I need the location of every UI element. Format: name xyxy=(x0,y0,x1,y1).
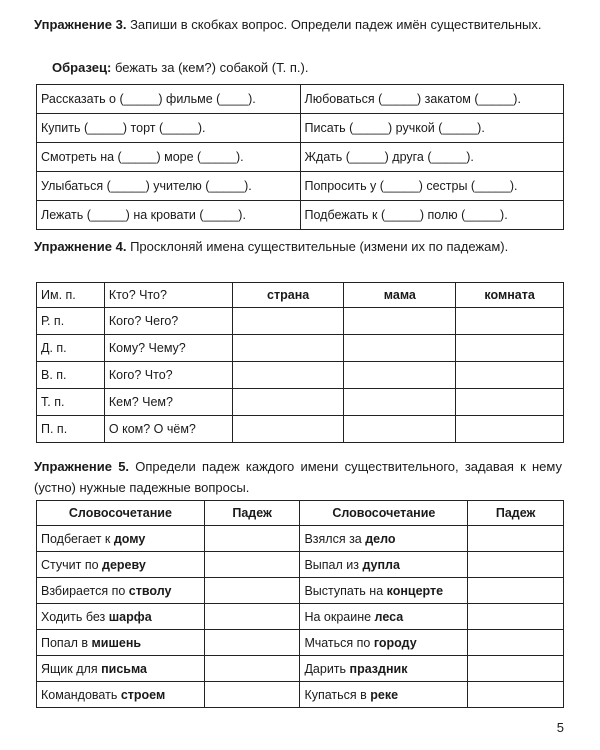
exercise-4-header-row xyxy=(37,283,564,308)
phrase-text: Выступать на xyxy=(304,583,387,598)
exercise-5-row xyxy=(37,682,564,708)
target-noun: леса xyxy=(374,609,404,624)
exercise-5-table xyxy=(36,500,564,708)
exercise-3-cell: Купить (_____) торт (_____). xyxy=(37,114,301,143)
phrase-text: Стучит по xyxy=(41,557,103,572)
sample-label: Образец: xyxy=(52,60,112,75)
case-label: В. п. xyxy=(37,362,105,389)
case-label: Д. п. xyxy=(37,335,105,362)
answer-cell xyxy=(232,335,344,362)
case-answer-cell xyxy=(204,656,300,682)
answer-cell xyxy=(232,308,344,335)
case-question: Кому? Чему? xyxy=(104,335,232,362)
exercise-3-title: Упражнение 3. xyxy=(34,17,127,32)
exercise-3-row xyxy=(37,201,564,230)
phrase-text: На окраине xyxy=(304,609,375,624)
exercise-3-text: Запиши в скобках вопрос. Определи падеж имён существительных. xyxy=(130,17,542,32)
exercise-3-cell: Рассказать о (_____) фильме (____). xyxy=(37,85,301,114)
exercise-5-title: Упражнение 5. xyxy=(34,459,130,474)
answer-cell xyxy=(456,308,564,335)
answer-cell xyxy=(344,362,456,389)
phrase-cell xyxy=(37,578,205,604)
case-answer-cell xyxy=(468,552,564,578)
case-label: Р. п. xyxy=(37,308,105,335)
exercise-3-row xyxy=(37,172,564,201)
phrase-cell xyxy=(300,552,468,578)
header-case-1: Падеж xyxy=(204,501,300,526)
phrase-cell xyxy=(37,604,205,630)
case-answer-cell xyxy=(468,578,564,604)
answer-cell xyxy=(232,389,344,416)
exercise-4-title: Упражнение 4. xyxy=(34,239,127,254)
phrase-text: Попал в xyxy=(41,635,92,650)
phrase-cell xyxy=(37,630,205,656)
target-noun: шарфа xyxy=(108,609,152,624)
exercise-3-cell: Смотреть на (_____) море (_____). xyxy=(37,143,301,172)
case-label: Т. п. xyxy=(37,389,105,416)
target-noun: дереву xyxy=(102,557,146,572)
case-answer-cell xyxy=(468,682,564,708)
exercise-5-text: Определи падеж каждого имени существительного, задавая к нему (устно) нужные падежные вопросы. xyxy=(34,459,562,495)
case-question: Кого? Чего? xyxy=(104,308,232,335)
exercise-3-row xyxy=(37,143,564,172)
page-number: 5 xyxy=(556,720,564,735)
case-answer-cell xyxy=(204,578,300,604)
target-noun: дупла xyxy=(362,557,400,572)
phrase-cell xyxy=(300,682,468,708)
target-noun: дело xyxy=(365,531,396,546)
case-label: П. п. xyxy=(37,416,105,443)
target-noun: строем xyxy=(120,687,166,702)
exercise-3-cell: Любоваться (_____) закатом (_____). xyxy=(300,85,564,114)
answer-cell xyxy=(456,416,564,443)
header-case-2: Падеж xyxy=(468,501,564,526)
header-case: Им. п. xyxy=(37,283,105,308)
exercise-4-row xyxy=(37,335,564,362)
exercise-5-row xyxy=(37,552,564,578)
answer-cell xyxy=(344,308,456,335)
answer-cell xyxy=(344,389,456,416)
exercise-3-cell: Подбежать к (_____) полю (_____). xyxy=(300,201,564,230)
answer-cell xyxy=(344,335,456,362)
exercise-4-row xyxy=(37,416,564,443)
exercise-5-row xyxy=(37,656,564,682)
exercise-3-cell: Улыбаться (_____) учителю (_____). xyxy=(37,172,301,201)
answer-cell xyxy=(456,335,564,362)
case-answer-cell xyxy=(204,630,300,656)
header-question: Кто? Что? xyxy=(104,283,232,308)
exercise-5-row xyxy=(37,604,564,630)
phrase-text: Ходить без xyxy=(41,609,109,624)
target-noun: мишень xyxy=(91,635,142,650)
target-noun: городу xyxy=(373,635,417,650)
phrase-text: Купаться в xyxy=(304,687,371,702)
exercise-5-row xyxy=(37,578,564,604)
header-word-3: комната xyxy=(456,283,564,308)
phrase-cell xyxy=(37,526,205,552)
exercise-4-row xyxy=(37,389,564,416)
exercise-5-row xyxy=(37,526,564,552)
phrase-cell xyxy=(300,630,468,656)
case-question: Кого? Что? xyxy=(104,362,232,389)
phrase-text: Дарить xyxy=(304,661,350,676)
exercise-3-cell: Лежать (_____) на кровати (_____). xyxy=(37,201,301,230)
exercise-3-instructions xyxy=(34,14,562,35)
case-answer-cell xyxy=(468,656,564,682)
target-noun: реке xyxy=(370,687,399,702)
answer-cell xyxy=(456,389,564,416)
phrase-cell xyxy=(300,526,468,552)
exercise-4-row xyxy=(37,308,564,335)
phrase-cell xyxy=(37,656,205,682)
exercise-3-row xyxy=(37,114,564,143)
answer-cell xyxy=(456,362,564,389)
exercise-5-instructions xyxy=(34,456,562,498)
phrase-cell xyxy=(300,656,468,682)
exercise-3-cell: Попросить у (_____) сестры (_____). xyxy=(300,172,564,201)
exercise-5-header-row xyxy=(37,501,564,526)
case-answer-cell xyxy=(204,604,300,630)
phrase-text: Командовать xyxy=(41,687,121,702)
case-answer-cell xyxy=(468,604,564,630)
phrase-cell xyxy=(300,604,468,630)
exercise-3-row xyxy=(37,85,564,114)
target-noun: стволу xyxy=(128,583,172,598)
phrase-text: Взялся за xyxy=(304,531,366,546)
case-answer-cell xyxy=(204,682,300,708)
answer-cell xyxy=(232,362,344,389)
phrase-cell xyxy=(300,578,468,604)
answer-cell xyxy=(232,416,344,443)
header-phrase-1: Словосочетание xyxy=(37,501,205,526)
exercise-3-sample xyxy=(52,60,308,75)
phrase-cell xyxy=(37,552,205,578)
phrase-text: Ящик для xyxy=(41,661,102,676)
answer-cell xyxy=(344,416,456,443)
target-noun: концерте xyxy=(386,583,444,598)
case-answer-cell xyxy=(468,630,564,656)
case-question: Кем? Чем? xyxy=(104,389,232,416)
exercise-4-text: Просклоняй имена существительные (измени их по падежам). xyxy=(130,239,509,254)
header-word-1: страна xyxy=(232,283,344,308)
header-word-2: мама xyxy=(344,283,456,308)
phrase-text: Подбегает к xyxy=(41,531,114,546)
target-noun: письма xyxy=(101,661,147,676)
exercise-3-table xyxy=(36,84,564,230)
target-noun: праздник xyxy=(349,661,408,676)
exercise-4-instructions xyxy=(34,236,562,257)
exercise-3-cell: Писать (_____) ручкой (_____). xyxy=(300,114,564,143)
target-noun: дому xyxy=(113,531,146,546)
exercise-4-row xyxy=(37,362,564,389)
case-answer-cell xyxy=(204,552,300,578)
phrase-text: Выпал из xyxy=(304,557,363,572)
sample-text: бежать за (кем?) собакой (Т. п.). xyxy=(114,60,309,75)
phrase-text: Взбирается по xyxy=(41,583,129,598)
phrase-text: Мчаться по xyxy=(304,635,374,650)
header-phrase-2: Словосочетание xyxy=(300,501,468,526)
phrase-cell xyxy=(37,682,205,708)
case-answer-cell xyxy=(204,526,300,552)
exercise-4-table xyxy=(36,282,564,443)
exercise-3-cell: Ждать (_____) друга (_____). xyxy=(300,143,564,172)
case-answer-cell xyxy=(468,526,564,552)
case-question: О ком? О чём? xyxy=(104,416,232,443)
exercise-5-row xyxy=(37,630,564,656)
